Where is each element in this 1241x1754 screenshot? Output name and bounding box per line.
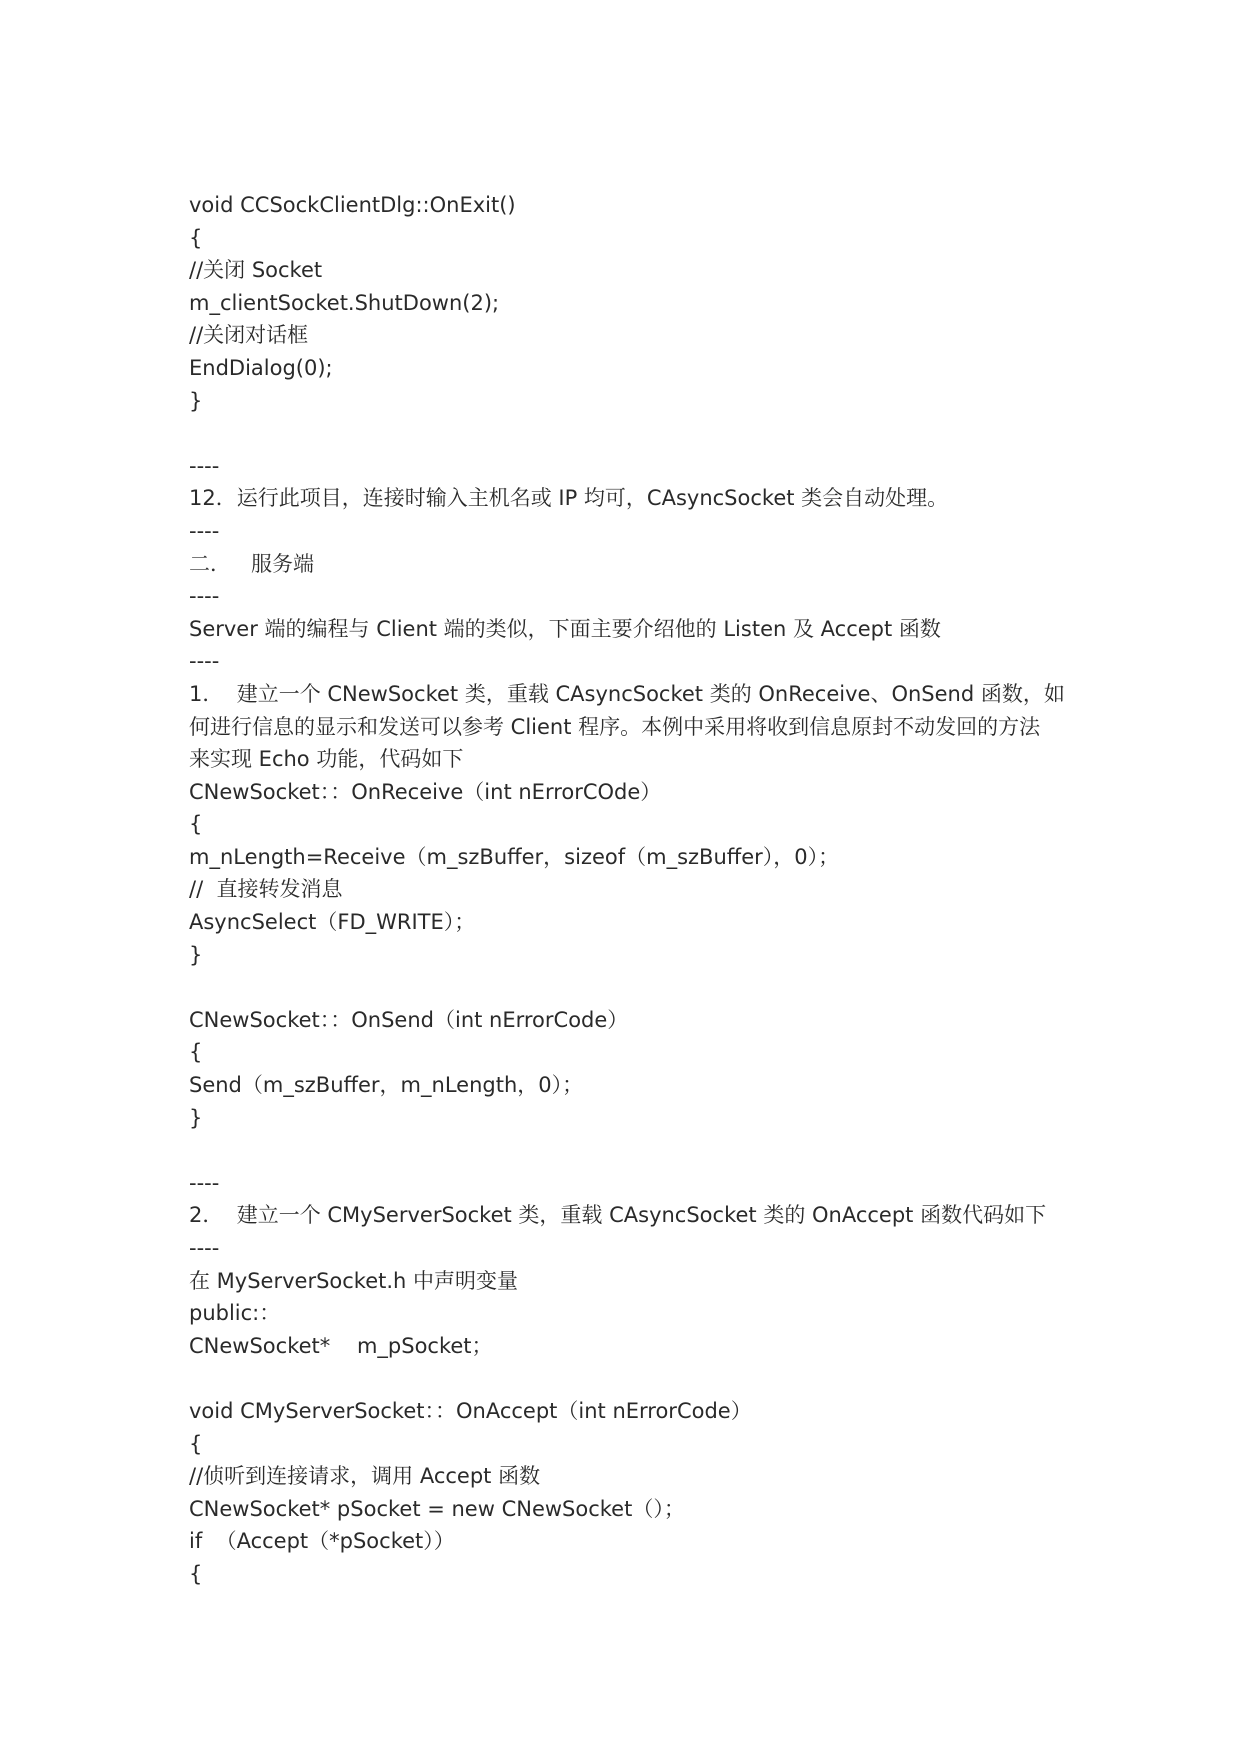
document-line: CNewSocket* pSocket = new CNewSocket（）；	[189, 1496, 685, 1521]
document-line: CNewSocket：：OnReceive（int nErrorCOde）	[189, 779, 662, 804]
document-line: ----	[189, 518, 220, 543]
document-line	[189, 971, 1069, 1004]
document-line: 来实现 Echo 功能，代码如下	[189, 747, 464, 772]
document-line: {	[189, 1040, 203, 1065]
document-line: CNewSocket：：OnSend（int nErrorCode）	[189, 1007, 629, 1032]
document-line: m_clientSocket.ShutDown(2);	[189, 290, 500, 315]
document-line: 何进行信息的显示和发送可以参考 Client 程序。本例中采用将收到信息原封不动发回的方法	[189, 714, 1041, 739]
document-line: 二． 服务端	[189, 551, 315, 576]
document-line: {	[189, 225, 203, 250]
document-line: 2． 建立一个 CMyServerSocket 类，重载 CAsyncSocket 类的 OnAccept 函数代码如下	[189, 1203, 1047, 1228]
document-line: {	[189, 1561, 203, 1586]
document-line: 在 MyServerSocket.h 中声明变量	[189, 1268, 519, 1293]
document-line: {	[189, 1431, 203, 1456]
document-line: 12．运行此项目，连接时输入主机名或 IP 均可，CAsyncSocket 类会自动处理。	[189, 486, 949, 511]
document-line: //侦听到连接请求，调用 Accept 函数	[189, 1464, 541, 1489]
document-line: }	[189, 1105, 203, 1130]
document-line	[189, 417, 1069, 450]
document-line: public:：	[189, 1301, 281, 1326]
document-line: if （Accept（*pSocket））	[189, 1529, 455, 1554]
document-line: Server 端的编程与 Client 端的类似，下面主要介绍他的 Listen 及 Accept 函数	[189, 616, 941, 641]
document-line: ----	[189, 584, 220, 609]
document-line: AsyncSelect（FD_WRITE）；	[189, 910, 476, 935]
document-line: EndDialog(0);	[189, 355, 333, 380]
document-line	[189, 1134, 1069, 1167]
document-line: void CCSockClientDlg::OnExit()	[189, 193, 516, 217]
document-line: ----	[189, 1170, 220, 1195]
document-line: 1． 建立一个 CNewSocket 类，重载 CAsyncSocket 类的 OnReceive、OnSend 函数，如	[189, 681, 1065, 706]
document-line: }	[189, 388, 203, 413]
document-line: ----	[189, 649, 220, 674]
document-line: ----	[189, 1236, 220, 1260]
document-line: }	[189, 942, 203, 967]
document-line: m_nLength=Receive（m_szBuffer，sizeof（m_szBuffer），0）；	[189, 844, 840, 869]
document-line: {	[189, 812, 203, 837]
document-line: // 直接转发消息	[189, 877, 343, 902]
document-line: //关闭对话框	[189, 323, 309, 348]
document-line	[189, 1362, 1069, 1395]
document-line: Send（m_szBuffer，m_nLength，0）；	[189, 1073, 584, 1098]
document-line: CNewSocket* m_pSocket；	[189, 1333, 493, 1358]
document-line: ----	[189, 453, 220, 478]
document-body	[189, 189, 1069, 1591]
document-line: void CMyServerSocket：：OnAccept（int nErrorCode）	[189, 1398, 752, 1423]
document-line: //关闭 Socket	[189, 258, 323, 283]
